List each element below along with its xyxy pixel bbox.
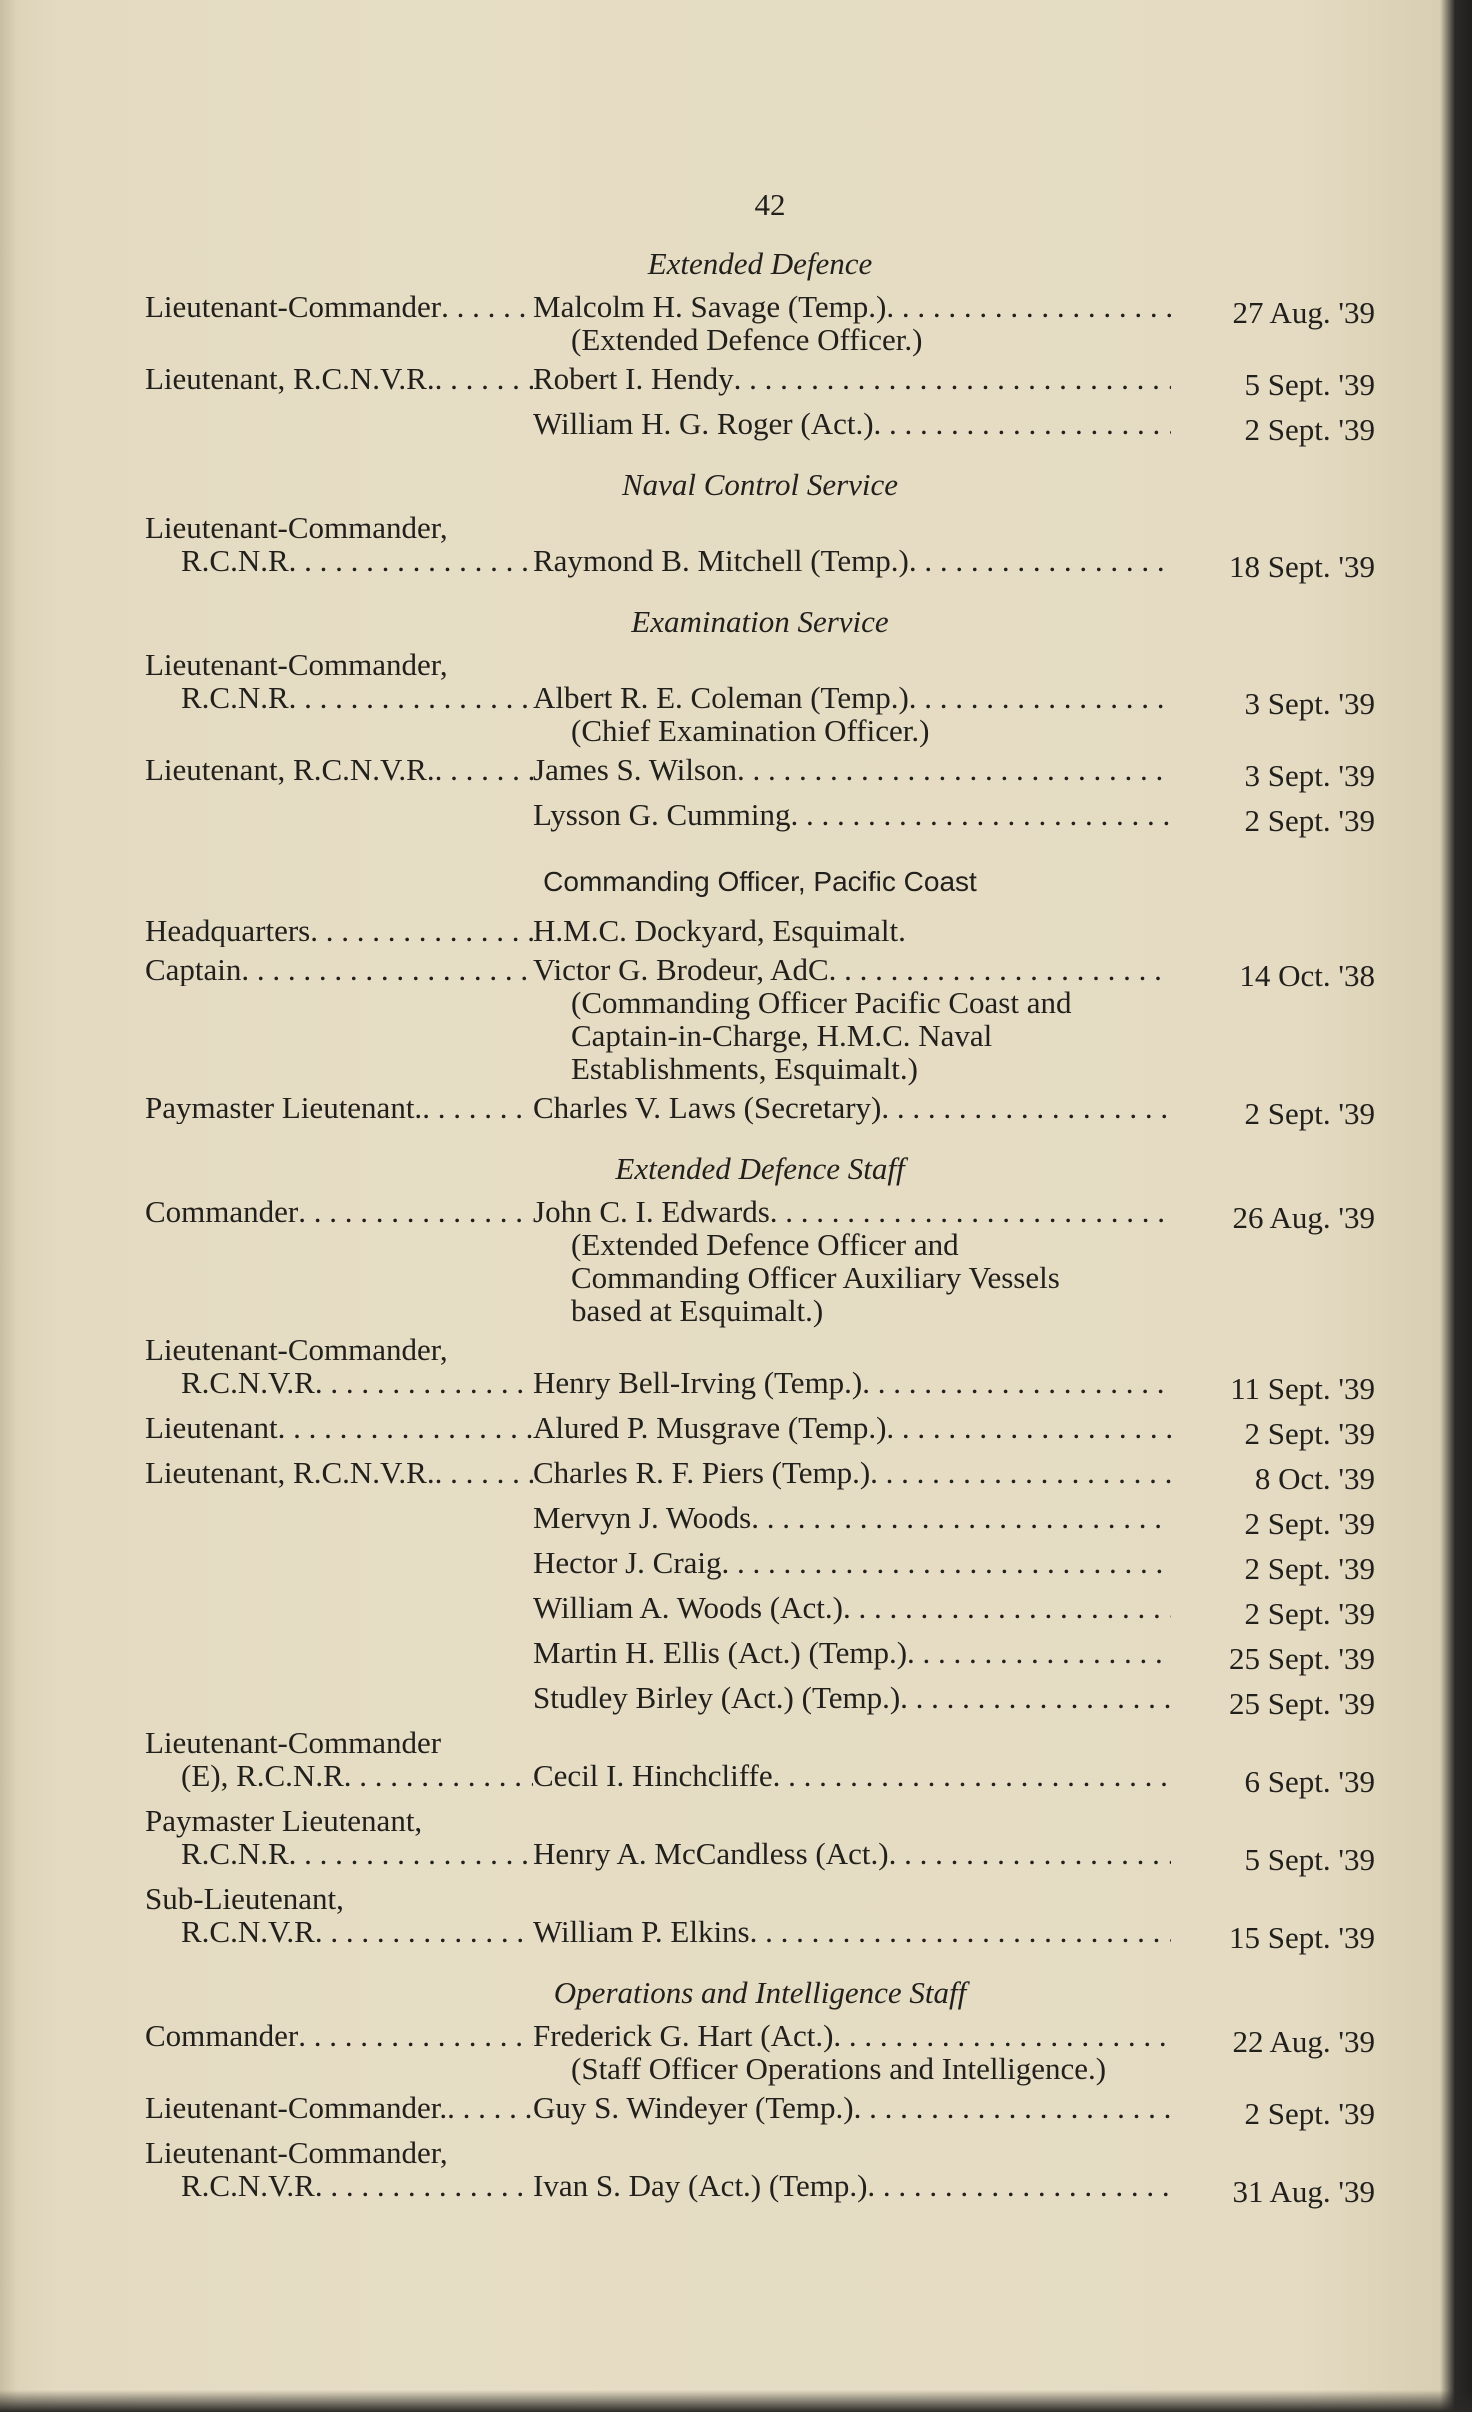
officer-entry: [145, 2136, 1375, 2208]
rank-text: Lieutenant, R.C.N.V.R.: [145, 753, 435, 786]
dot-leader: [907, 1636, 1171, 1669]
dot-leader: [909, 544, 1171, 577]
dot-leader: [870, 1456, 1171, 1489]
rank-line: [145, 2169, 533, 2202]
rank-text: Lieutenant-Commander,: [145, 1333, 448, 1367]
rank-line: [145, 1195, 533, 1228]
dot-leader: [435, 1456, 533, 1489]
dot-leader: [422, 1091, 533, 1124]
appointment-date: 15 Sept. '39: [1229, 1920, 1375, 1955]
name-line: [533, 953, 1185, 986]
appointment-date: 5 Sept. '39: [1244, 367, 1375, 402]
appointment-date: 2 Sept. '39: [1244, 412, 1375, 447]
appointment-note: (Staff Officer Operations and Intelligence.): [571, 2051, 1107, 2086]
rank-line: [145, 753, 533, 786]
officer-name: Charles R. F. Piers (Temp.): [533, 1455, 871, 1490]
officer-name: Robert I. Hendy: [533, 361, 734, 396]
rank-line: [145, 1837, 533, 1870]
name-line: [533, 1636, 1185, 1669]
officer-entry: [145, 407, 1375, 446]
dot-leader: [722, 1546, 1171, 1579]
rank-column: [145, 290, 533, 323]
officer-name: Lysson G. Cumming: [533, 797, 791, 832]
name-line: [533, 753, 1185, 786]
dot-leader: [862, 1366, 1171, 1399]
rank-column: [145, 2091, 533, 2124]
page-number: 42: [754, 187, 786, 222]
rank-text: Lieutenant, R.C.N.V.R.: [145, 362, 435, 395]
officer-name: Victor G. Brodeur, AdC: [533, 952, 829, 987]
section-title: Commanding Officer, Pacific Coast: [543, 866, 977, 897]
rank-line: [145, 544, 533, 577]
name-column: [533, 1804, 1185, 1870]
rank-column: [145, 1882, 533, 1948]
name-line: [533, 1456, 1185, 1489]
rank-column: [145, 1456, 533, 1489]
name-line: [533, 914, 1185, 947]
officer-entry: [145, 753, 1375, 792]
officer-entry: [145, 1726, 1375, 1798]
dot-leader: [298, 1195, 533, 1228]
officer-name: Ivan S. Day (Act.) (Temp.): [533, 2168, 868, 2203]
name-spacer: [533, 648, 1185, 681]
section-title: Examination Service: [631, 604, 889, 639]
name-column: [533, 1456, 1185, 1489]
appointment-date: 2 Sept. '39: [1244, 1551, 1375, 1586]
dot-leader: [289, 1837, 533, 1870]
name-spacer: [533, 2136, 1185, 2169]
officer-name: James S. Wilson: [533, 752, 737, 787]
rank-column: [145, 1804, 533, 1870]
officer-name: H.M.C. Dockyard, Esquimalt.: [533, 913, 906, 948]
rank-line: [145, 290, 533, 323]
appointment-date: 2 Sept. '39: [1244, 1416, 1375, 1451]
name-line: [533, 1681, 1185, 1714]
name-spacer: [533, 511, 1185, 544]
appointment-date: 3 Sept. '39: [1244, 758, 1375, 793]
officer-name: William P. Elkins: [533, 1914, 750, 1949]
rank-line: [145, 362, 533, 395]
rank-text-cont: R.C.N.R: [181, 680, 289, 714]
name-column: [533, 798, 1185, 831]
officer-entry: [145, 1681, 1375, 1720]
appointment-date: 2 Sept. '39: [1244, 1596, 1375, 1631]
name-line: [533, 1091, 1185, 1124]
appointment-date: 25 Sept. '39: [1229, 1686, 1375, 1721]
name-line: [533, 681, 1185, 714]
officer-name: Cecil I. Hinchcliffe: [533, 1758, 773, 1793]
appointment-date: 2 Sept. '39: [1244, 1096, 1375, 1131]
officer-name: Alured P. Musgrave (Temp.): [533, 1410, 887, 1445]
dot-leader: [315, 1366, 533, 1399]
rank-line: [145, 1366, 533, 1399]
dot-leader: [833, 2019, 1171, 2052]
name-column: [533, 1636, 1185, 1669]
dot-leader: [441, 290, 533, 323]
appointment-date: 26 Aug. '39: [1232, 1200, 1375, 1235]
name-line: [533, 544, 1185, 577]
dot-leader: [447, 2091, 533, 2124]
officer-entry: [145, 362, 1375, 401]
rank-column: [145, 1195, 533, 1228]
dot-leader: [843, 1591, 1171, 1624]
name-line: [533, 290, 1185, 323]
officer-entry: [145, 648, 1375, 747]
dot-leader: [770, 1195, 1171, 1228]
name-line: [533, 2169, 1185, 2202]
officer-name: William A. Woods (Act.): [533, 1590, 843, 1625]
dot-leader: [854, 2091, 1171, 2124]
appointment-date: 11 Sept. '39: [1230, 1371, 1375, 1406]
rank-line: [145, 1915, 533, 1948]
name-column: [533, 2019, 1185, 2085]
dot-leader: [881, 1091, 1171, 1124]
officer-name: William H. G. Roger (Act.): [533, 406, 874, 441]
name-line: [533, 1759, 1185, 1792]
dot-leader: [344, 1759, 533, 1792]
dot-leader: [289, 681, 533, 714]
appointment-date: 22 Aug. '39: [1232, 2024, 1375, 2059]
name-line: [533, 2091, 1185, 2124]
dot-leader: [298, 2019, 533, 2052]
rank-text: Lieutenant, R.C.N.V.R.: [145, 1456, 435, 1489]
name-column: [533, 648, 1185, 747]
rank-text: Lieutenant-Commander,: [145, 2136, 448, 2170]
dot-leader: [886, 290, 1171, 323]
dot-leader: [750, 1915, 1171, 1948]
name-column: [533, 2091, 1185, 2124]
officer-name: Martin H. Ellis (Act.) (Temp.): [533, 1635, 908, 1670]
rank-line: [145, 2091, 533, 2124]
section-title: Operations and Intelligence Staff: [553, 1975, 967, 2010]
name-column: [533, 290, 1185, 356]
officer-entry: [145, 1333, 1375, 1405]
dot-leader: [867, 2169, 1171, 2202]
rank-line: [145, 953, 533, 986]
officer-entry: [145, 1501, 1375, 1540]
rank-column: [145, 1333, 533, 1399]
name-column: [533, 1411, 1185, 1444]
dot-leader: [315, 1915, 533, 1948]
name-line: [533, 407, 1185, 440]
dot-leader: [886, 1411, 1171, 1444]
rank-text: Sub-Lieutenant,: [145, 1882, 344, 1916]
name-spacer: [533, 1882, 1185, 1915]
officer-name: Mervyn J. Woods: [533, 1500, 752, 1535]
dot-leader: [278, 1411, 533, 1444]
rank-column: [145, 362, 533, 395]
dot-leader: [909, 681, 1171, 714]
name-column: [533, 1195, 1185, 1327]
rank-column: [145, 953, 533, 986]
name-line: [533, 798, 1185, 831]
officer-entry: [145, 1546, 1375, 1585]
rank-line: [145, 914, 533, 947]
name-column: [533, 1882, 1185, 1948]
officer-entry: [145, 798, 1375, 837]
rank-column: [145, 648, 533, 714]
rank-column: [145, 1411, 533, 1444]
dot-leader: [773, 1759, 1171, 1792]
dot-leader: [315, 2169, 533, 2202]
rank-line: [145, 1091, 533, 1124]
appointment-date: 3 Sept. '39: [1244, 686, 1375, 721]
officer-entry: [145, 1882, 1375, 1954]
name-column: [533, 1091, 1185, 1124]
rank-text: Commander: [145, 2019, 299, 2052]
section-title: Extended Defence Staff: [615, 1151, 905, 1186]
dot-leader: [310, 914, 533, 947]
appointment-note: (Chief Examination Officer.): [571, 713, 930, 748]
rank-column: [145, 1726, 533, 1792]
rank-column: [145, 2136, 533, 2202]
name-line: [533, 1591, 1185, 1624]
rank-text: Paymaster Lieutenant,: [145, 1804, 423, 1838]
appointment-note: (Extended Defence Officer and Commanding Officer Auxiliary Vessels based at Esquimalt.): [571, 1227, 1060, 1328]
appointment-date: 5 Sept. '39: [1244, 1842, 1375, 1877]
rank-text: Lieutenant-Commander: [145, 1726, 442, 1760]
rank-text-cont: R.C.N.R: [181, 1836, 289, 1870]
officer-entry: [145, 290, 1375, 356]
officer-entry: [145, 511, 1375, 583]
rank-text-cont: R.C.N.V.R: [181, 1914, 315, 1948]
name-column: [533, 1546, 1185, 1579]
rank-column: [145, 914, 533, 947]
appointment-date: [1185, 914, 1375, 920]
rank-text: Lieutenant-Commander.: [145, 2091, 448, 2124]
name-line: [533, 2019, 1185, 2052]
name-column: [533, 362, 1185, 395]
officer-name: Henry A. McCandless (Act.): [533, 1836, 889, 1871]
officer-entry: [145, 2091, 1375, 2130]
rank-line: [145, 681, 533, 714]
rank-text: Captain: [145, 953, 242, 986]
name-spacer: [533, 1804, 1185, 1837]
name-column: [533, 407, 1185, 440]
sections-container: [145, 247, 1375, 2208]
name-spacer: [533, 1333, 1185, 1366]
name-line: [533, 1915, 1185, 1948]
dot-leader: [829, 953, 1171, 986]
section-title: Naval Control Service: [621, 467, 899, 502]
appointment-date: 2 Sept. '39: [1244, 2096, 1375, 2131]
dot-leader: [435, 362, 533, 395]
appointment-date: 2 Sept. '39: [1244, 1506, 1375, 1541]
officer-entry: [145, 1591, 1375, 1630]
name-column: [533, 1591, 1185, 1624]
officer-name: Frederick G. Hart (Act.): [533, 2018, 834, 2053]
appointment-note: (Commanding Officer Pacific Coast and Captain-in-Charge, H.M.C. Naval Establishments, Esquimalt.): [571, 985, 1072, 1086]
rank-text-cont: (E), R.C.N.R: [181, 1758, 344, 1792]
name-line: [533, 1411, 1185, 1444]
officer-name: Raymond B. Mitchell (Temp.): [533, 543, 909, 578]
rank-text: Lieutenant: [145, 1411, 278, 1444]
dot-leader: [900, 1681, 1171, 1714]
page-content: [145, 188, 1375, 2214]
dot-leader: [874, 407, 1171, 440]
officer-entry: [145, 953, 1375, 1085]
rank-text-cont: R.C.N.V.R: [181, 2168, 315, 2202]
appointment-date: 18 Sept. '39: [1229, 549, 1375, 584]
rank-text-cont: R.C.N.V.R: [181, 1365, 315, 1399]
officer-name: Albert R. E. Coleman (Temp.): [533, 680, 909, 715]
dot-leader: [241, 953, 533, 986]
rank-column: [145, 753, 533, 786]
name-line: [533, 1195, 1185, 1228]
dot-leader: [737, 753, 1171, 786]
name-column: [533, 753, 1185, 786]
officer-name: John C. I. Edwards: [533, 1194, 770, 1229]
rank-text: Lieutenant-Commander: [145, 290, 442, 323]
name-line: [533, 1546, 1185, 1579]
appointment-date: 2 Sept. '39: [1244, 803, 1375, 838]
rank-column: [145, 511, 533, 577]
officer-name: Studley Birley (Act.) (Temp.): [533, 1680, 901, 1715]
name-column: [533, 1726, 1185, 1792]
officer-entry: [145, 914, 1375, 947]
officer-entry: [145, 1636, 1375, 1675]
rank-line: [145, 1759, 533, 1792]
name-line: [533, 1837, 1185, 1870]
officer-entry: [145, 1411, 1375, 1450]
officer-name: Hector J. Craig: [533, 1545, 722, 1580]
officer-name: Charles V. Laws (Secretary): [533, 1090, 882, 1125]
officer-entry: [145, 1456, 1375, 1495]
dot-leader: [435, 753, 533, 786]
officer-entry: [145, 1804, 1375, 1876]
name-column: [533, 953, 1185, 1085]
name-column: [533, 1501, 1185, 1534]
name-line: [533, 362, 1185, 395]
name-line: [533, 1501, 1185, 1534]
appointment-date: 8 Oct. '39: [1254, 1461, 1375, 1496]
name-line: [533, 1366, 1185, 1399]
rank-line: [145, 1411, 533, 1444]
appointment-date: 14 Oct. '38: [1239, 958, 1375, 993]
dot-leader: [791, 798, 1171, 831]
name-column: [533, 1681, 1185, 1714]
appointment-note: (Extended Defence Officer.): [571, 322, 923, 357]
officer-entry: [145, 2019, 1375, 2085]
name-column: [533, 1333, 1185, 1399]
appointment-date: 6 Sept. '39: [1244, 1764, 1375, 1799]
officer-entry: [145, 1195, 1375, 1327]
name-spacer: [533, 1726, 1185, 1759]
appointment-date: 25 Sept. '39: [1229, 1641, 1375, 1676]
section-title: Extended Defence: [647, 246, 873, 281]
rank-text-cont: R.C.N.R: [181, 543, 289, 577]
name-column: [533, 511, 1185, 577]
rank-text: Paymaster Lieutenant.: [145, 1091, 423, 1124]
page-edge-shadow: [0, 2390, 1472, 2412]
officer-name: Henry Bell-Irving (Temp.): [533, 1365, 863, 1400]
appointment-date: 31 Aug. '39: [1232, 2174, 1375, 2209]
rank-line: [145, 2019, 533, 2052]
rank-text: Lieutenant-Commander,: [145, 511, 448, 545]
rank-column: [145, 1091, 533, 1124]
rank-text: Commander: [145, 1195, 299, 1228]
rank-column: [145, 2019, 533, 2052]
rank-line: [145, 1456, 533, 1489]
name-column: [533, 2136, 1185, 2202]
appointment-date: 27 Aug. '39: [1232, 295, 1375, 330]
dot-leader: [889, 1837, 1171, 1870]
dot-leader: [751, 1501, 1171, 1534]
name-column: [533, 914, 1185, 947]
rank-text: Headquarters: [145, 914, 311, 947]
rank-text: Lieutenant-Commander,: [145, 648, 448, 682]
dot-leader: [734, 362, 1171, 395]
dot-leader: [289, 544, 533, 577]
officer-name: Malcolm H. Savage (Temp.): [533, 289, 887, 324]
officer-name: Guy S. Windeyer (Temp.): [533, 2090, 854, 2125]
officer-entry: [145, 1091, 1375, 1130]
